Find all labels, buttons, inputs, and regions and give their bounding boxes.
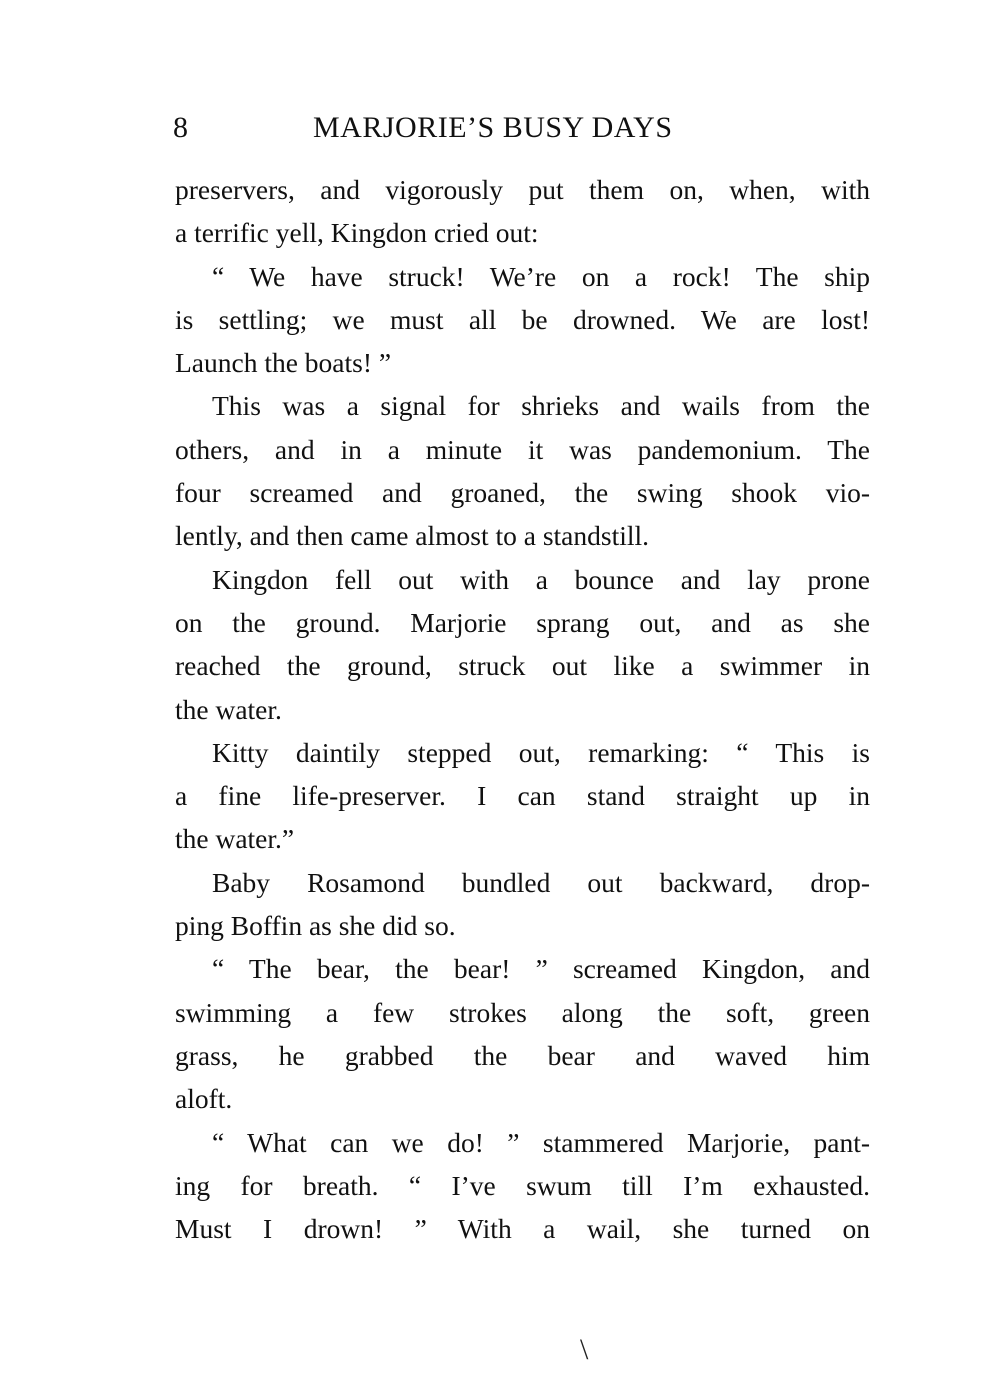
paragraph-5 bbox=[175, 731, 870, 861]
text-line: grass, he grabbed the bear and waved him bbox=[175, 1039, 870, 1071]
paragraph-7 bbox=[175, 947, 870, 1120]
text-line: ing for breath. “ I’ve swum till I’m exhausted. bbox=[175, 1169, 870, 1201]
text-line: the water.” bbox=[175, 823, 295, 855]
footer-mark: \ bbox=[580, 1333, 589, 1366]
text-line: lently, and then came almost to a standstill. bbox=[175, 520, 650, 552]
text-line: Launch the boats! ” bbox=[175, 347, 392, 379]
paragraph-2 bbox=[175, 255, 870, 385]
text-line: a terrific yell, Kingdon cried out: bbox=[175, 217, 539, 249]
text-line: ping Boffin as she did so. bbox=[175, 910, 456, 942]
page-number: 8 bbox=[173, 111, 189, 144]
text-line: Baby Rosamond bundled out backward, drop- bbox=[212, 866, 870, 898]
text-line: preservers, and vigorously put them on, when, with bbox=[175, 174, 870, 205]
text-line: “ What can we do! ” stammered Marjorie, pant- bbox=[212, 1126, 870, 1158]
body-text bbox=[175, 168, 870, 1250]
text-line: four screamed and groaned, the swing shook vio- bbox=[175, 477, 870, 509]
text-line: reached the ground, struck out like a swimmer in bbox=[175, 650, 870, 682]
text-line: others, and in a minute it was pandemonium. The bbox=[175, 433, 870, 465]
text-line: swimming a few strokes along the soft, green bbox=[175, 996, 870, 1028]
text-line: is settling; we must all be drowned. We are lost! bbox=[175, 303, 870, 335]
text-line: “ We have struck! We’re on a rock! The ship bbox=[212, 260, 870, 292]
text-line: Must I drown! ” With a wail, she turned on bbox=[175, 1213, 870, 1245]
text-line: a fine life-preserver. I can stand straight up in bbox=[175, 780, 870, 812]
paragraph-8 bbox=[175, 1121, 870, 1251]
text-line: on the ground. Marjorie sprang out, and as she bbox=[175, 606, 870, 638]
text-line: the water. bbox=[175, 693, 282, 725]
text-line: Kitty daintily stepped out, remarking: “ This is bbox=[212, 736, 870, 768]
running-head bbox=[173, 108, 873, 148]
text-line: “ The bear, the bear! ” screamed Kingdon, and bbox=[212, 953, 870, 985]
paragraph-1 bbox=[175, 168, 870, 255]
paragraph-4 bbox=[175, 558, 870, 731]
text-line: Kingdon fell out with a bounce and lay prone bbox=[212, 563, 870, 595]
text-line: aloft. bbox=[175, 1083, 233, 1115]
text-line: This was a signal for shrieks and wails from the bbox=[212, 390, 870, 422]
book-title: MARJORIE’S BUSY DAYS bbox=[313, 111, 673, 144]
paragraph-3 bbox=[175, 384, 870, 557]
paragraph-6 bbox=[175, 861, 870, 948]
